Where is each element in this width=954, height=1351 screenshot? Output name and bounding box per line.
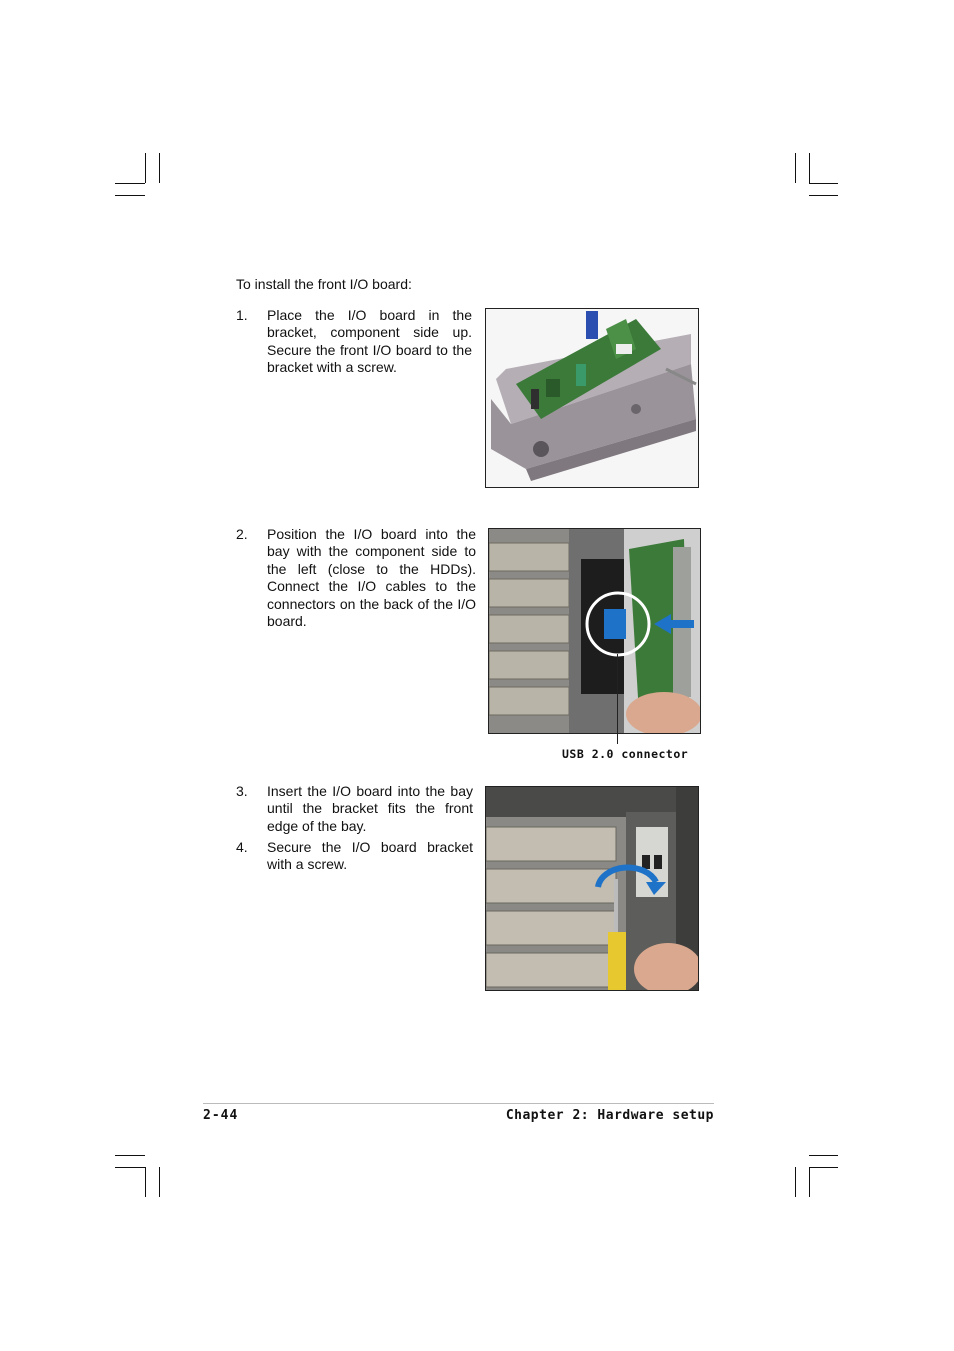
crop-mark [795,153,796,183]
step-text: Position the I/O board into the bay with the component side to the left (close to the HDDs). Connect the I/O cables to the connectors on the back of the I/O board. [267,526,476,630]
crop-mark [809,1167,838,1168]
step-number: 3. [236,783,248,799]
crop-mark [159,1167,160,1197]
step-text: Insert the I/O board into the bay until the bracket fits the front edge of the bay. [267,783,473,834]
crop-mark [809,183,838,184]
crop-mark [145,1167,146,1197]
crop-mark [809,153,810,183]
callout-leader-line [617,654,618,744]
crop-mark [795,1167,796,1197]
crop-mark [809,1167,810,1197]
io-board-bracket-photo [485,308,699,488]
crop-mark [115,183,145,184]
crop-mark [115,1155,145,1156]
intro-text: To install the front I/O board: [236,276,412,292]
step-3 [236,783,476,838]
crop-mark [115,1167,145,1168]
io-board-bay-photo [488,528,701,734]
step-number: 4. [236,839,248,855]
step-4 [236,839,476,879]
step-1 [236,307,476,387]
secure-bracket-photo [485,786,699,991]
step-number: 1. [236,307,248,323]
page-number: 2-44 [203,1108,239,1123]
step-text: Place the I/O board in the bracket, component side up. Secure the front I/O board to the bracket with a screw. [267,307,472,376]
crop-mark [809,1155,838,1156]
chapter-title: Chapter 2: Hardware setup [505,1108,714,1123]
step-2 [236,526,476,630]
crop-mark [115,195,145,196]
crop-mark [145,153,146,183]
crop-mark [159,153,160,183]
step-number: 2. [236,526,248,542]
usb-connector-callout: USB 2.0 connector [562,747,689,761]
crop-mark [809,195,838,196]
footer-rule [203,1103,714,1104]
step-text: Secure the I/O board bracket with a screw. [267,839,473,873]
